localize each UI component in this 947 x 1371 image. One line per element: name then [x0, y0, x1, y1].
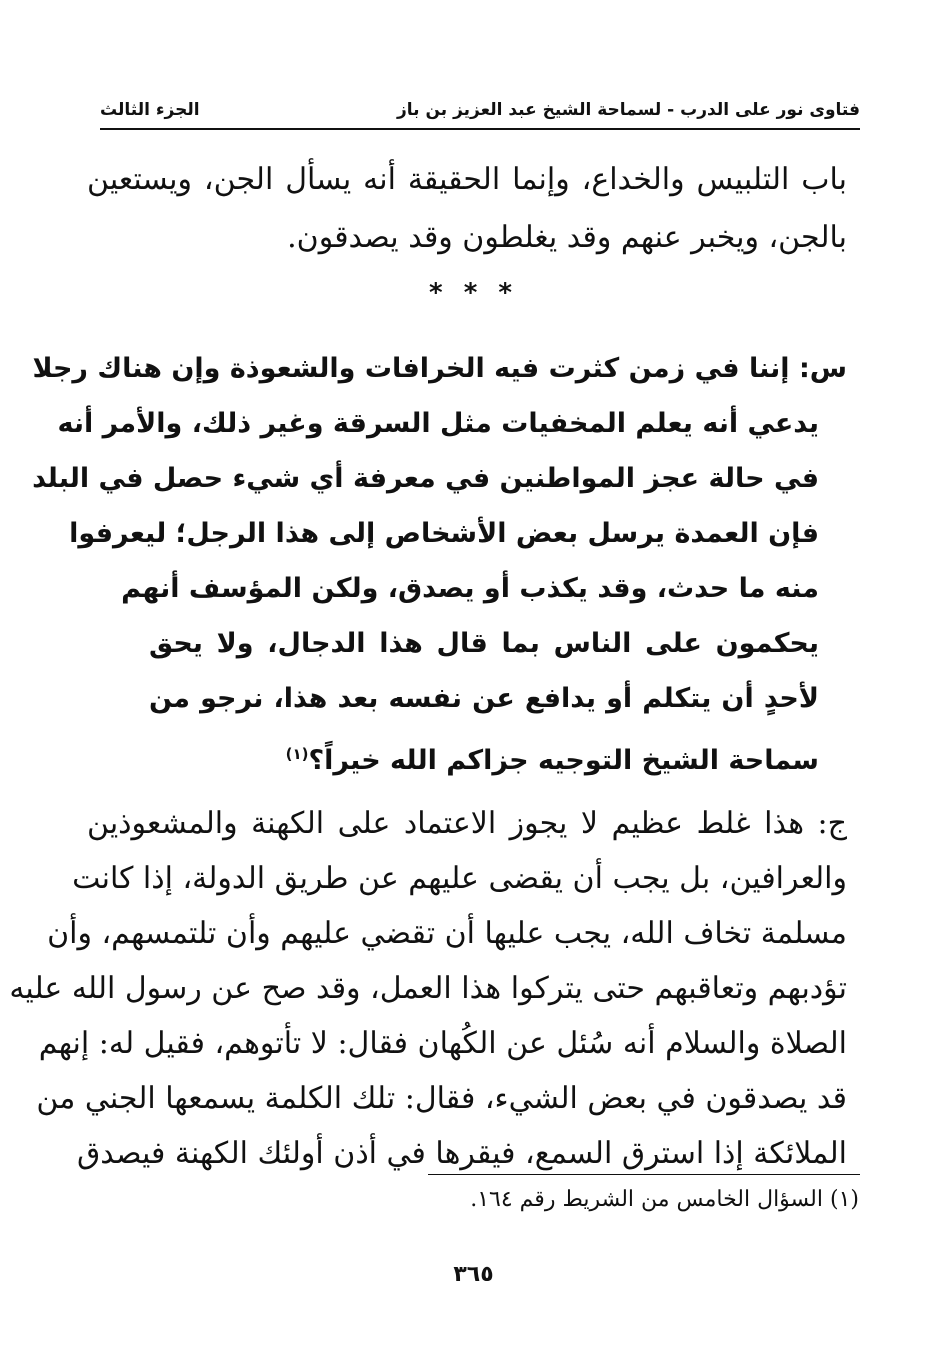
answer-line: مسلمة تخاف الله، يجب عليها أن تقضي عليهم وأن تلتمسهم، وأن	[47, 916, 847, 951]
question-line: منه ما حدث، وقد يكذب أو يصدق، ولكن المؤسف أنهم	[121, 573, 819, 604]
question-line: يحكمون على الناس بما قال هذا الدجال، ولا يحق	[149, 628, 819, 659]
question-line: يدعي أنه يعلم المخفيات مثل السرقة وغير ذلك، والأمر أنه	[57, 408, 819, 439]
page-number: ٣٦٥	[453, 1262, 494, 1287]
answer-line: الصلاة والسلام أنه سُئل عن الكُهان فقال: لا تأتوهم، فقيل له: إنهم	[38, 1026, 847, 1061]
answer-line: والعرافين، بل يجب أن يقضى عليهم عن طريق الدولة، إذا كانت	[72, 861, 847, 896]
section-separator: * * *	[429, 278, 518, 308]
answer-line: ج: هذا غلط عظيم لا يجوز الاعتماد على الكهنة والمشعوذين	[87, 806, 847, 841]
question-line: لأحدٍ أن يتكلم أو يدافع عن نفسه بعد هذا، نرجو من	[149, 683, 819, 714]
answer-line: تؤدبهم وتعاقبهم حتى يتركوا هذا العمل، وقد صح عن رسول الله عليه	[9, 971, 847, 1006]
question-line: في حالة عجز المواطنين في معرفة أي شيء حصل في البلد	[32, 463, 819, 494]
question-line: س: إننا في زمن كثرت فيه الخرافات والشعوذة وإن هناك رجلا	[32, 353, 847, 384]
question-line: سماحة الشيخ التوجيه جزاكم الله خيراً؟	[308, 745, 819, 776]
question-last-line	[149, 735, 819, 780]
prev-text-line: باب التلبيس والخداع، وإنما الحقيقة أنه يسأل الجن، ويستعين	[87, 162, 847, 197]
footnote: (١) السؤال الخامس من الشريط رقم ١٦٤.	[470, 1187, 859, 1212]
prev-text-line: بالجن، ويخبر عنهم وقد يغلطون وقد يصدقون.	[287, 220, 847, 255]
header-title: فتاوى نور على الدرب - لسماحة الشيخ عبد العزيز بن باز	[397, 100, 860, 120]
answer-line: الملائكة إذا استرق السمع، فيقرها في أذن أولئك الكهنة فيصدق	[76, 1136, 847, 1171]
running-header	[100, 92, 860, 130]
answer-line: قد يصدقون في بعض الشيء، فقال: تلك الكلمة يسمعها الجني من	[36, 1081, 847, 1116]
footnote-reference: (١)	[285, 745, 309, 763]
header-volume: الجزء الثالث	[100, 100, 200, 120]
question-line: فإن العمدة يرسل بعض الأشخاص إلى هذا الرجل؛ ليعرفوا	[69, 518, 819, 549]
footnote-divider	[428, 1174, 860, 1175]
